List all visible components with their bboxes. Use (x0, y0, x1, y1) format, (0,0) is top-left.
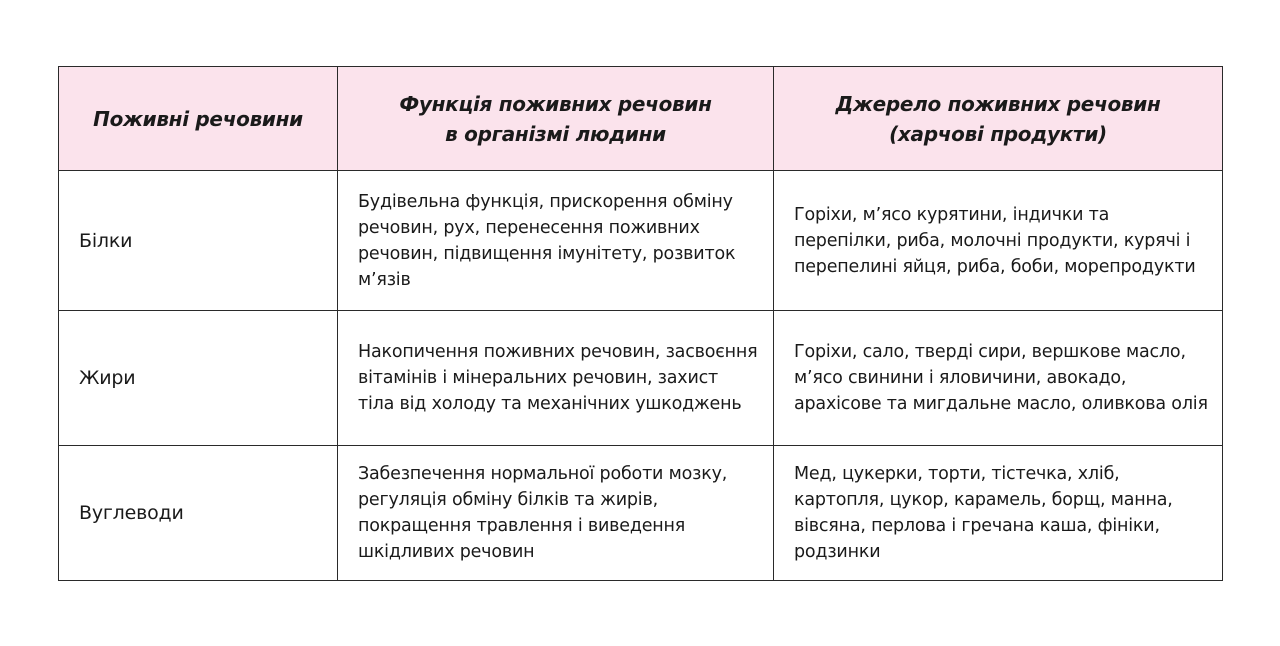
table-row-fats (59, 311, 1223, 446)
header-nutrients-line-1: Поживні речовини (93, 106, 303, 131)
header-sources (774, 67, 1223, 171)
table-header-row (59, 67, 1223, 171)
cell-nutrient-function: Забезпечення нормальної роботи мозку, регуляція обміну білків та жирів, покращення травлення і виведення шкідливих речовин (338, 446, 774, 581)
nutrients-table (58, 66, 1223, 581)
header-sources-line-2: (харчові продукти) (889, 121, 1107, 146)
header-function-line-2: в організмі людини (445, 121, 666, 146)
cell-nutrient-function: Будівельна функція, прискорення обміну речовин, рух, перенесення поживних речовин, підвищення імунітету, розвиток м’язів (338, 171, 774, 311)
header-nutrients (59, 67, 338, 171)
cell-nutrient-name: Білки (59, 171, 338, 311)
table-row-carbohydrates (59, 446, 1223, 581)
cell-nutrient-name: Жири (59, 311, 338, 446)
cell-nutrient-sources: Горіхи, сало, тверді сири, вершкове масло, м’ясо свинини і яловичини, авокадо, арахісове та мигдальне масло, оливкова олія (774, 311, 1223, 446)
table-row-proteins (59, 171, 1223, 311)
cell-nutrient-function: Накопичення поживних речовин, засвоєння вітамінів і мінеральних речовин, захист тіла від холоду та механічних ушкоджень (338, 311, 774, 446)
cell-nutrient-name: Вуглеводи (59, 446, 338, 581)
cell-nutrient-sources: Мед, цукерки, торти, тістечка, хліб, картопля, цукор, карамель, борщ, манна, вівсяна, перлова і гречана каша, фініки, родзинки (774, 446, 1223, 581)
header-function (338, 67, 774, 171)
header-sources-line-1: Джерело поживних речовин (835, 91, 1161, 116)
header-function-line-1: Функція поживних речовин (399, 91, 712, 116)
cell-nutrient-sources: Горіхи, м’ясо курятини, індички та перепілки, риба, молочні продукти, курячі і перепелині яйця, риба, боби, морепродукти (774, 171, 1223, 311)
